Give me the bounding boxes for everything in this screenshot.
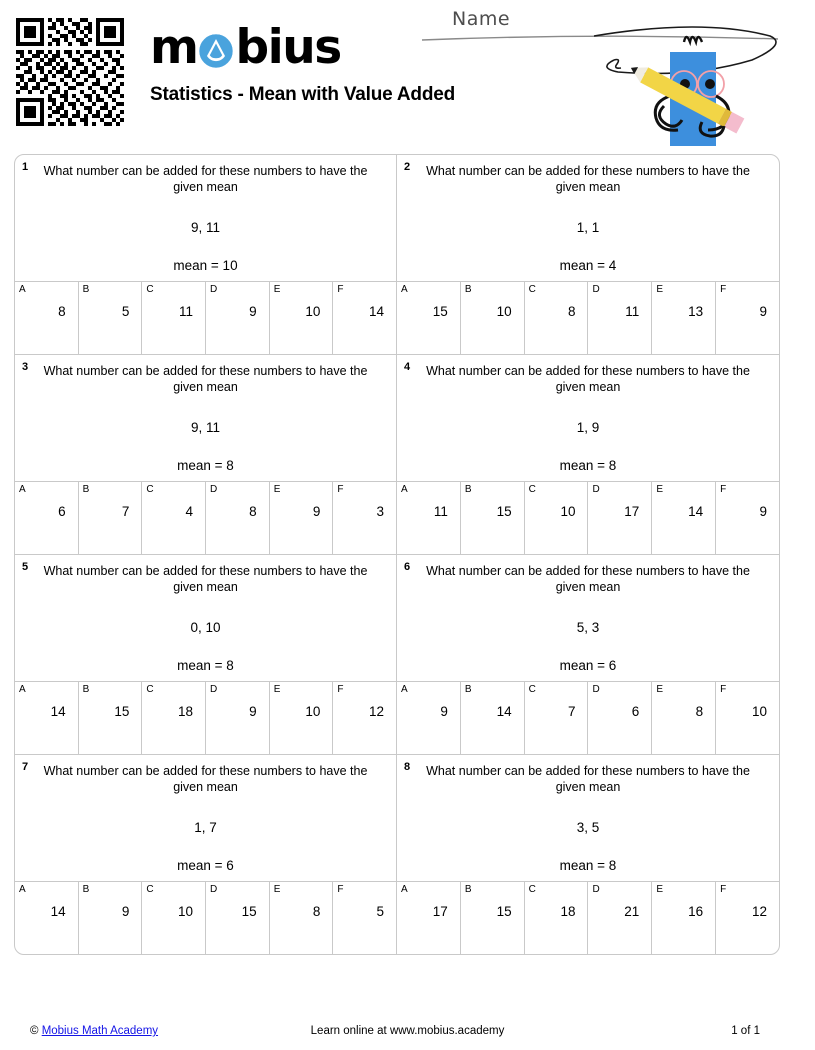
question-values-6: 5, 3 [576, 620, 600, 635]
option-letter: F [337, 884, 344, 895]
question-cell-1 [15, 155, 397, 354]
option-value: 16 [688, 904, 704, 919]
question-text-8: What number can be added for these numbers to have the given mean [426, 764, 750, 794]
question-text-7: What number can be added for these numbers to have the given mean [43, 764, 368, 794]
option-c-3[interactable] [142, 482, 206, 554]
answer-options-6 [397, 681, 779, 754]
question-number-4: 4 [404, 361, 411, 373]
option-d-3[interactable] [206, 482, 270, 554]
option-letter: C [528, 884, 536, 895]
option-a-6[interactable] [397, 682, 461, 754]
question-number-6: 6 [404, 561, 411, 573]
option-d-2[interactable] [588, 282, 652, 354]
option-letter: C [528, 484, 536, 495]
option-b-8[interactable] [461, 882, 525, 954]
question-text-2: What number can be added for these numbers to have the given mean [426, 164, 750, 194]
option-value: 14 [688, 504, 704, 519]
option-c-8[interactable] [525, 882, 589, 954]
option-letter: D [592, 884, 600, 895]
question-mean-2: mean = 4 [559, 258, 617, 273]
option-a-1[interactable] [15, 282, 79, 354]
option-value: 10 [305, 704, 321, 719]
option-a-5[interactable] [15, 682, 79, 754]
name-label: Name [452, 8, 511, 30]
option-value: 21 [624, 904, 640, 919]
question-cell-6 [397, 555, 779, 754]
question-mean-5: mean = 8 [177, 658, 234, 673]
page-footer [0, 1025, 815, 1045]
option-value: 10 [177, 904, 194, 919]
option-letter: F [337, 484, 344, 495]
option-letter: E [656, 484, 663, 495]
question-number-8: 8 [404, 761, 411, 773]
question-values-7: 1, 7 [194, 820, 217, 835]
option-a-8[interactable] [397, 882, 461, 954]
question-mean-1: mean = 10 [173, 258, 238, 273]
option-letter: D [210, 284, 218, 295]
option-d-8[interactable] [588, 882, 652, 954]
option-value: 12 [751, 904, 767, 919]
question-values-1: 9, 11 [190, 220, 221, 235]
option-e-5[interactable] [270, 682, 334, 754]
option-a-4[interactable] [397, 482, 461, 554]
question-prompt-2 [397, 155, 779, 281]
option-letter: E [273, 684, 281, 695]
option-value: 11 [433, 504, 448, 519]
question-row [15, 354, 779, 554]
option-letter: B [464, 484, 472, 495]
option-value: 11 [179, 304, 194, 319]
mobius-math-academy-link[interactable]: Mobius Math Academy [41, 1025, 159, 1037]
question-cell-8 [397, 755, 779, 954]
option-c-5[interactable] [142, 682, 206, 754]
option-d-1[interactable] [206, 282, 270, 354]
question-text-4: What number can be added for these numbers to have the given mean [426, 364, 750, 394]
option-letter: F [337, 284, 344, 295]
option-value: 5 [121, 304, 130, 319]
option-letter: E [273, 484, 281, 495]
footer-learn-online: Learn online at www.mobius.academy [310, 1025, 505, 1037]
option-b-7[interactable] [79, 882, 143, 954]
option-letter: A [19, 884, 26, 895]
option-value: 15 [114, 704, 130, 719]
option-letter: F [720, 284, 727, 295]
option-e-2[interactable] [652, 282, 716, 354]
option-c-7[interactable] [142, 882, 206, 954]
answer-options-3 [15, 481, 396, 554]
option-b-4[interactable] [461, 482, 525, 554]
question-values-2: 1, 1 [576, 220, 600, 235]
option-d-7[interactable] [206, 882, 270, 954]
option-letter: A [401, 484, 408, 495]
question-text-3: What number can be added for these numbers to have the given mean [43, 364, 368, 394]
option-f-7[interactable] [333, 882, 396, 954]
mobius-droplet-icon [198, 33, 234, 69]
option-value: 9 [759, 504, 767, 519]
option-value: 9 [759, 304, 767, 319]
option-value: 15 [496, 904, 512, 919]
question-mean-4: mean = 8 [559, 458, 617, 473]
option-b-2[interactable] [461, 282, 525, 354]
option-letter: B [464, 884, 472, 895]
option-value: 10 [305, 304, 321, 319]
option-value: 14 [50, 704, 66, 719]
option-c-4[interactable] [525, 482, 589, 554]
option-letter: A [19, 284, 26, 295]
brand-block [150, 19, 456, 106]
option-value: 11 [625, 304, 640, 319]
question-row [15, 754, 779, 954]
option-value: 14 [369, 304, 385, 319]
answer-options-8 [397, 881, 779, 954]
option-value: 5 [376, 904, 385, 919]
option-value: 10 [496, 304, 512, 319]
option-value: 14 [50, 904, 66, 919]
option-letter: E [273, 884, 281, 895]
question-values-5: 0, 10 [190, 620, 221, 635]
option-letter: B [82, 884, 90, 895]
option-d-6[interactable] [588, 682, 652, 754]
option-f-3[interactable] [333, 482, 396, 554]
option-value: 9 [249, 304, 257, 319]
logo-text-post: bius [235, 19, 341, 75]
option-letter: E [273, 284, 281, 295]
option-value: 8 [312, 904, 321, 919]
option-value: 8 [249, 504, 257, 519]
option-letter: C [146, 684, 154, 695]
option-letter: B [82, 284, 90, 295]
option-value: 6 [58, 504, 66, 519]
option-value: 15 [241, 904, 257, 919]
option-e-4[interactable] [652, 482, 716, 554]
option-a-2[interactable] [397, 282, 461, 354]
question-cell-3 [15, 355, 397, 554]
question-prompt-1 [15, 155, 396, 281]
question-values-8: 3, 5 [576, 820, 600, 835]
option-b-3[interactable] [79, 482, 143, 554]
question-values-4: 1, 9 [576, 420, 600, 435]
question-number-5: 5 [22, 561, 29, 573]
question-prompt-7 [15, 755, 396, 881]
option-letter: C [146, 884, 154, 895]
option-letter: C [146, 284, 154, 295]
option-letter: D [210, 884, 218, 895]
qr-code[interactable] [12, 14, 128, 130]
footer-page-number: 1 of 1 [731, 1025, 760, 1037]
copyright-symbol: © [30, 1025, 39, 1037]
option-value: 18 [560, 904, 576, 919]
question-prompt-3 [15, 355, 396, 481]
option-value: 7 [567, 704, 576, 719]
option-e-7[interactable] [270, 882, 334, 954]
answer-options-5 [15, 681, 396, 754]
question-number-3: 3 [22, 361, 29, 373]
option-c-2[interactable] [525, 282, 589, 354]
option-d-4[interactable] [588, 482, 652, 554]
option-a-7[interactable] [15, 882, 79, 954]
option-letter: A [19, 684, 26, 695]
option-letter: A [401, 684, 408, 695]
option-letter: B [82, 484, 90, 495]
option-value: 6 [631, 704, 640, 719]
question-cell-5 [15, 555, 397, 754]
question-prompt-6 [397, 555, 779, 681]
qr-code-icon [12, 14, 128, 130]
option-letter: F [720, 684, 727, 695]
option-f-5[interactable] [333, 682, 396, 754]
question-cell-2 [397, 155, 779, 354]
option-letter: D [210, 484, 218, 495]
option-value: 10 [560, 504, 576, 519]
option-a-3[interactable] [15, 482, 79, 554]
page-header [0, 0, 815, 146]
option-value: 12 [369, 704, 385, 719]
option-letter: E [656, 884, 663, 895]
option-letter: C [146, 484, 154, 495]
mobius-logo [150, 19, 410, 75]
answer-options-1 [15, 281, 396, 354]
option-letter: F [337, 684, 344, 695]
questions-container [14, 154, 780, 955]
option-value: 15 [496, 504, 512, 519]
option-value: 15 [432, 304, 448, 319]
question-prompt-4 [397, 355, 779, 481]
option-value: 8 [567, 304, 576, 319]
option-value: 8 [58, 304, 66, 319]
option-letter: B [464, 684, 472, 695]
answer-options-2 [397, 281, 779, 354]
logo-text-pre: m [150, 19, 198, 75]
option-letter: B [464, 284, 472, 295]
option-letter: D [592, 684, 600, 695]
option-e-6[interactable] [652, 682, 716, 754]
option-e-3[interactable] [270, 482, 334, 554]
mobius-mascot-character [592, 22, 792, 146]
option-letter: B [82, 684, 90, 695]
question-row [15, 155, 779, 354]
option-letter: C [528, 684, 536, 695]
option-letter: E [656, 684, 663, 695]
option-value: 17 [624, 504, 640, 519]
option-value: 18 [177, 704, 194, 719]
page-title: Statistics - Mean with Value Added [150, 84, 456, 105]
option-f-4[interactable] [716, 482, 779, 554]
option-letter: A [401, 284, 408, 295]
option-e-1[interactable] [270, 282, 334, 354]
option-b-5[interactable] [79, 682, 143, 754]
question-text-6: What number can be added for these numbers to have the given mean [426, 564, 750, 594]
answer-options-7 [15, 881, 396, 954]
option-value: 9 [249, 704, 257, 719]
question-mean-6: mean = 6 [559, 658, 617, 673]
question-cell-4 [397, 355, 779, 554]
option-b-1[interactable] [79, 282, 143, 354]
option-f-8[interactable] [716, 882, 779, 954]
option-c-6[interactable] [525, 682, 589, 754]
question-text-5: What number can be added for these numbers to have the given mean [43, 564, 368, 594]
question-number-2: 2 [404, 161, 411, 173]
option-value: 10 [751, 704, 767, 719]
option-letter: D [592, 484, 600, 495]
question-values-3: 9, 11 [190, 420, 221, 435]
question-mean-8: mean = 8 [559, 858, 617, 873]
answer-options-4 [397, 481, 779, 554]
option-value: 4 [185, 504, 194, 519]
option-letter: A [19, 484, 26, 495]
question-number-7: 7 [22, 761, 29, 773]
option-f-1[interactable] [333, 282, 396, 354]
option-letter: C [528, 284, 536, 295]
option-d-5[interactable] [206, 682, 270, 754]
option-letter: F [720, 884, 727, 895]
question-mean-3: mean = 8 [177, 458, 234, 473]
option-b-6[interactable] [461, 682, 525, 754]
option-letter: D [592, 284, 600, 295]
option-e-8[interactable] [652, 882, 716, 954]
question-cell-7 [15, 755, 397, 954]
option-value: 3 [376, 504, 385, 519]
option-f-2[interactable] [716, 282, 779, 354]
option-letter: E [656, 284, 663, 295]
option-value: 17 [432, 904, 448, 919]
option-letter: A [401, 884, 408, 895]
question-mean-7: mean = 6 [177, 858, 234, 873]
option-letter: F [720, 484, 727, 495]
question-prompt-5 [15, 555, 396, 681]
option-value: 13 [688, 304, 704, 319]
question-prompt-8 [397, 755, 779, 881]
option-value: 14 [496, 704, 512, 719]
option-value: 9 [312, 504, 321, 519]
question-number-1: 1 [22, 161, 29, 173]
question-text-1: What number can be added for these numbers to have the given mean [43, 164, 368, 194]
option-value: 7 [121, 504, 130, 519]
option-value: 9 [440, 704, 448, 719]
question-row [15, 554, 779, 754]
option-f-6[interactable] [716, 682, 779, 754]
option-c-1[interactable] [142, 282, 206, 354]
option-value: 9 [121, 904, 130, 919]
option-letter: D [210, 684, 218, 695]
option-value: 8 [695, 704, 704, 719]
